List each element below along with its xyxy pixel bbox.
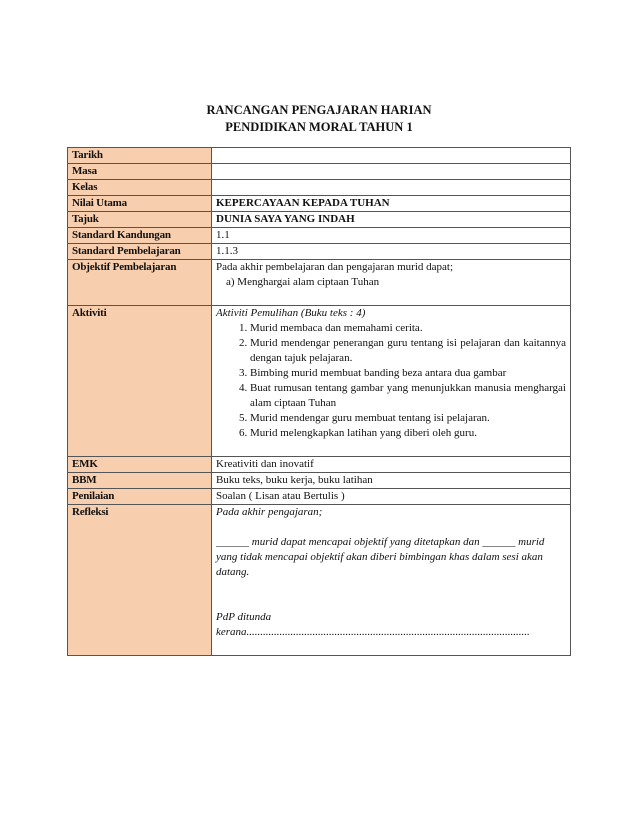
- value-tarikh: [212, 148, 571, 164]
- row-refleksi: [68, 505, 571, 656]
- label-emk: EMK: [68, 457, 212, 473]
- label-nilai-utama: Nilai Utama: [68, 196, 212, 212]
- value-standard-pembelajaran: 1.1.3: [212, 244, 571, 260]
- row-bbm: [68, 473, 571, 489]
- label-masa: Masa: [68, 164, 212, 180]
- label-penilaian: Penilaian: [68, 489, 212, 505]
- label-refleksi: Refleksi: [68, 505, 212, 656]
- list-item: 6. Murid melengkapkan latihan yang diberi oleh guru.: [250, 426, 566, 441]
- spacer: [216, 520, 566, 535]
- value-nilai-utama: KEPERCAYAAN KEPADA TUHAN: [212, 196, 571, 212]
- spacer: [216, 290, 566, 305]
- label-tajuk: Tajuk: [68, 212, 212, 228]
- objektif-item: a) Menghargai alam ciptaan Tuhan: [226, 276, 380, 288]
- list-item: 2. Murid mendengar penerangan guru tentang isi pelajaran dan kaitannya dengan tajuk pelajaran.: [250, 336, 566, 366]
- label-kelas: Kelas: [68, 180, 212, 196]
- row-penilaian: [68, 489, 571, 505]
- value-refleksi: [212, 505, 571, 656]
- value-aktiviti: [212, 306, 571, 457]
- value-tajuk: DUNIA SAYA YANG INDAH: [212, 212, 571, 228]
- label-tarikh: Tarikh: [68, 148, 212, 164]
- row-tajuk: [68, 212, 571, 228]
- row-masa: [68, 164, 571, 180]
- label-bbm: BBM: [68, 473, 212, 489]
- refleksi-line-4: kerana.......................................................................................................: [216, 626, 530, 638]
- document-title: RANCANGAN PENGAJARAN HARIAN: [206, 103, 432, 117]
- refleksi-line-1: Pada akhir pengajaran;: [216, 506, 323, 518]
- spacer: [216, 441, 566, 456]
- row-standard-kandungan: [68, 228, 571, 244]
- row-nilai-utama: [68, 196, 571, 212]
- value-bbm: Buku teks, buku kerja, buku latihan: [212, 473, 571, 489]
- objektif-intro: Pada akhir pembelajaran dan pengajaran murid dapat;: [216, 261, 454, 273]
- row-tarikh: [68, 148, 571, 164]
- spacer: [216, 580, 566, 595]
- row-kelas: [68, 180, 571, 196]
- list-item: 3. Bimbing murid membuat banding beza antara dua gambar: [250, 366, 566, 381]
- aktiviti-heading: Aktiviti Pemulihan (Buku teks : 4): [216, 307, 366, 319]
- value-objektif: [212, 260, 571, 306]
- lesson-plan-table: [67, 147, 571, 656]
- label-standard-kandungan: Standard Kandungan: [68, 228, 212, 244]
- document-subtitle: PENDIDIKAN MORAL TAHUN 1: [225, 120, 413, 134]
- label-aktiviti: Aktiviti: [68, 306, 212, 457]
- row-objektif: [68, 260, 571, 306]
- spacer: [216, 640, 566, 655]
- value-emk: Kreativiti dan inovatif: [212, 457, 571, 473]
- list-item: 5. Murid mendengar guru membuat tentang isi pelajaran.: [250, 411, 566, 426]
- row-aktiviti: [68, 306, 571, 457]
- refleksi-line-3: PdP ditunda: [216, 611, 272, 623]
- list-item: 1. Murid membaca dan memahami cerita.: [250, 321, 566, 336]
- label-standard-pembelajaran: Standard Pembelajaran: [68, 244, 212, 260]
- row-standard-pembelajaran: [68, 244, 571, 260]
- value-standard-kandungan: 1.1: [212, 228, 571, 244]
- value-kelas: [212, 180, 571, 196]
- refleksi-line-2: ______ murid dapat mencapai objektif yang ditetapkan dan ______ murid yang tidak mencapai objektif akan diberi bimbingan khas dalam sesi akan datang.: [216, 536, 545, 578]
- value-penilaian: Soalan ( Lisan atau Bertulis ): [212, 489, 571, 505]
- list-item: 4. Buat rumusan tentang gambar yang menunjukkan manusia menghargai alam ciptaan Tuhan: [250, 381, 566, 411]
- row-emk: [68, 457, 571, 473]
- label-objektif: Objektif Pembelajaran: [68, 260, 212, 306]
- aktiviti-list: [216, 321, 566, 441]
- value-masa: [212, 164, 571, 180]
- spacer: [216, 595, 566, 610]
